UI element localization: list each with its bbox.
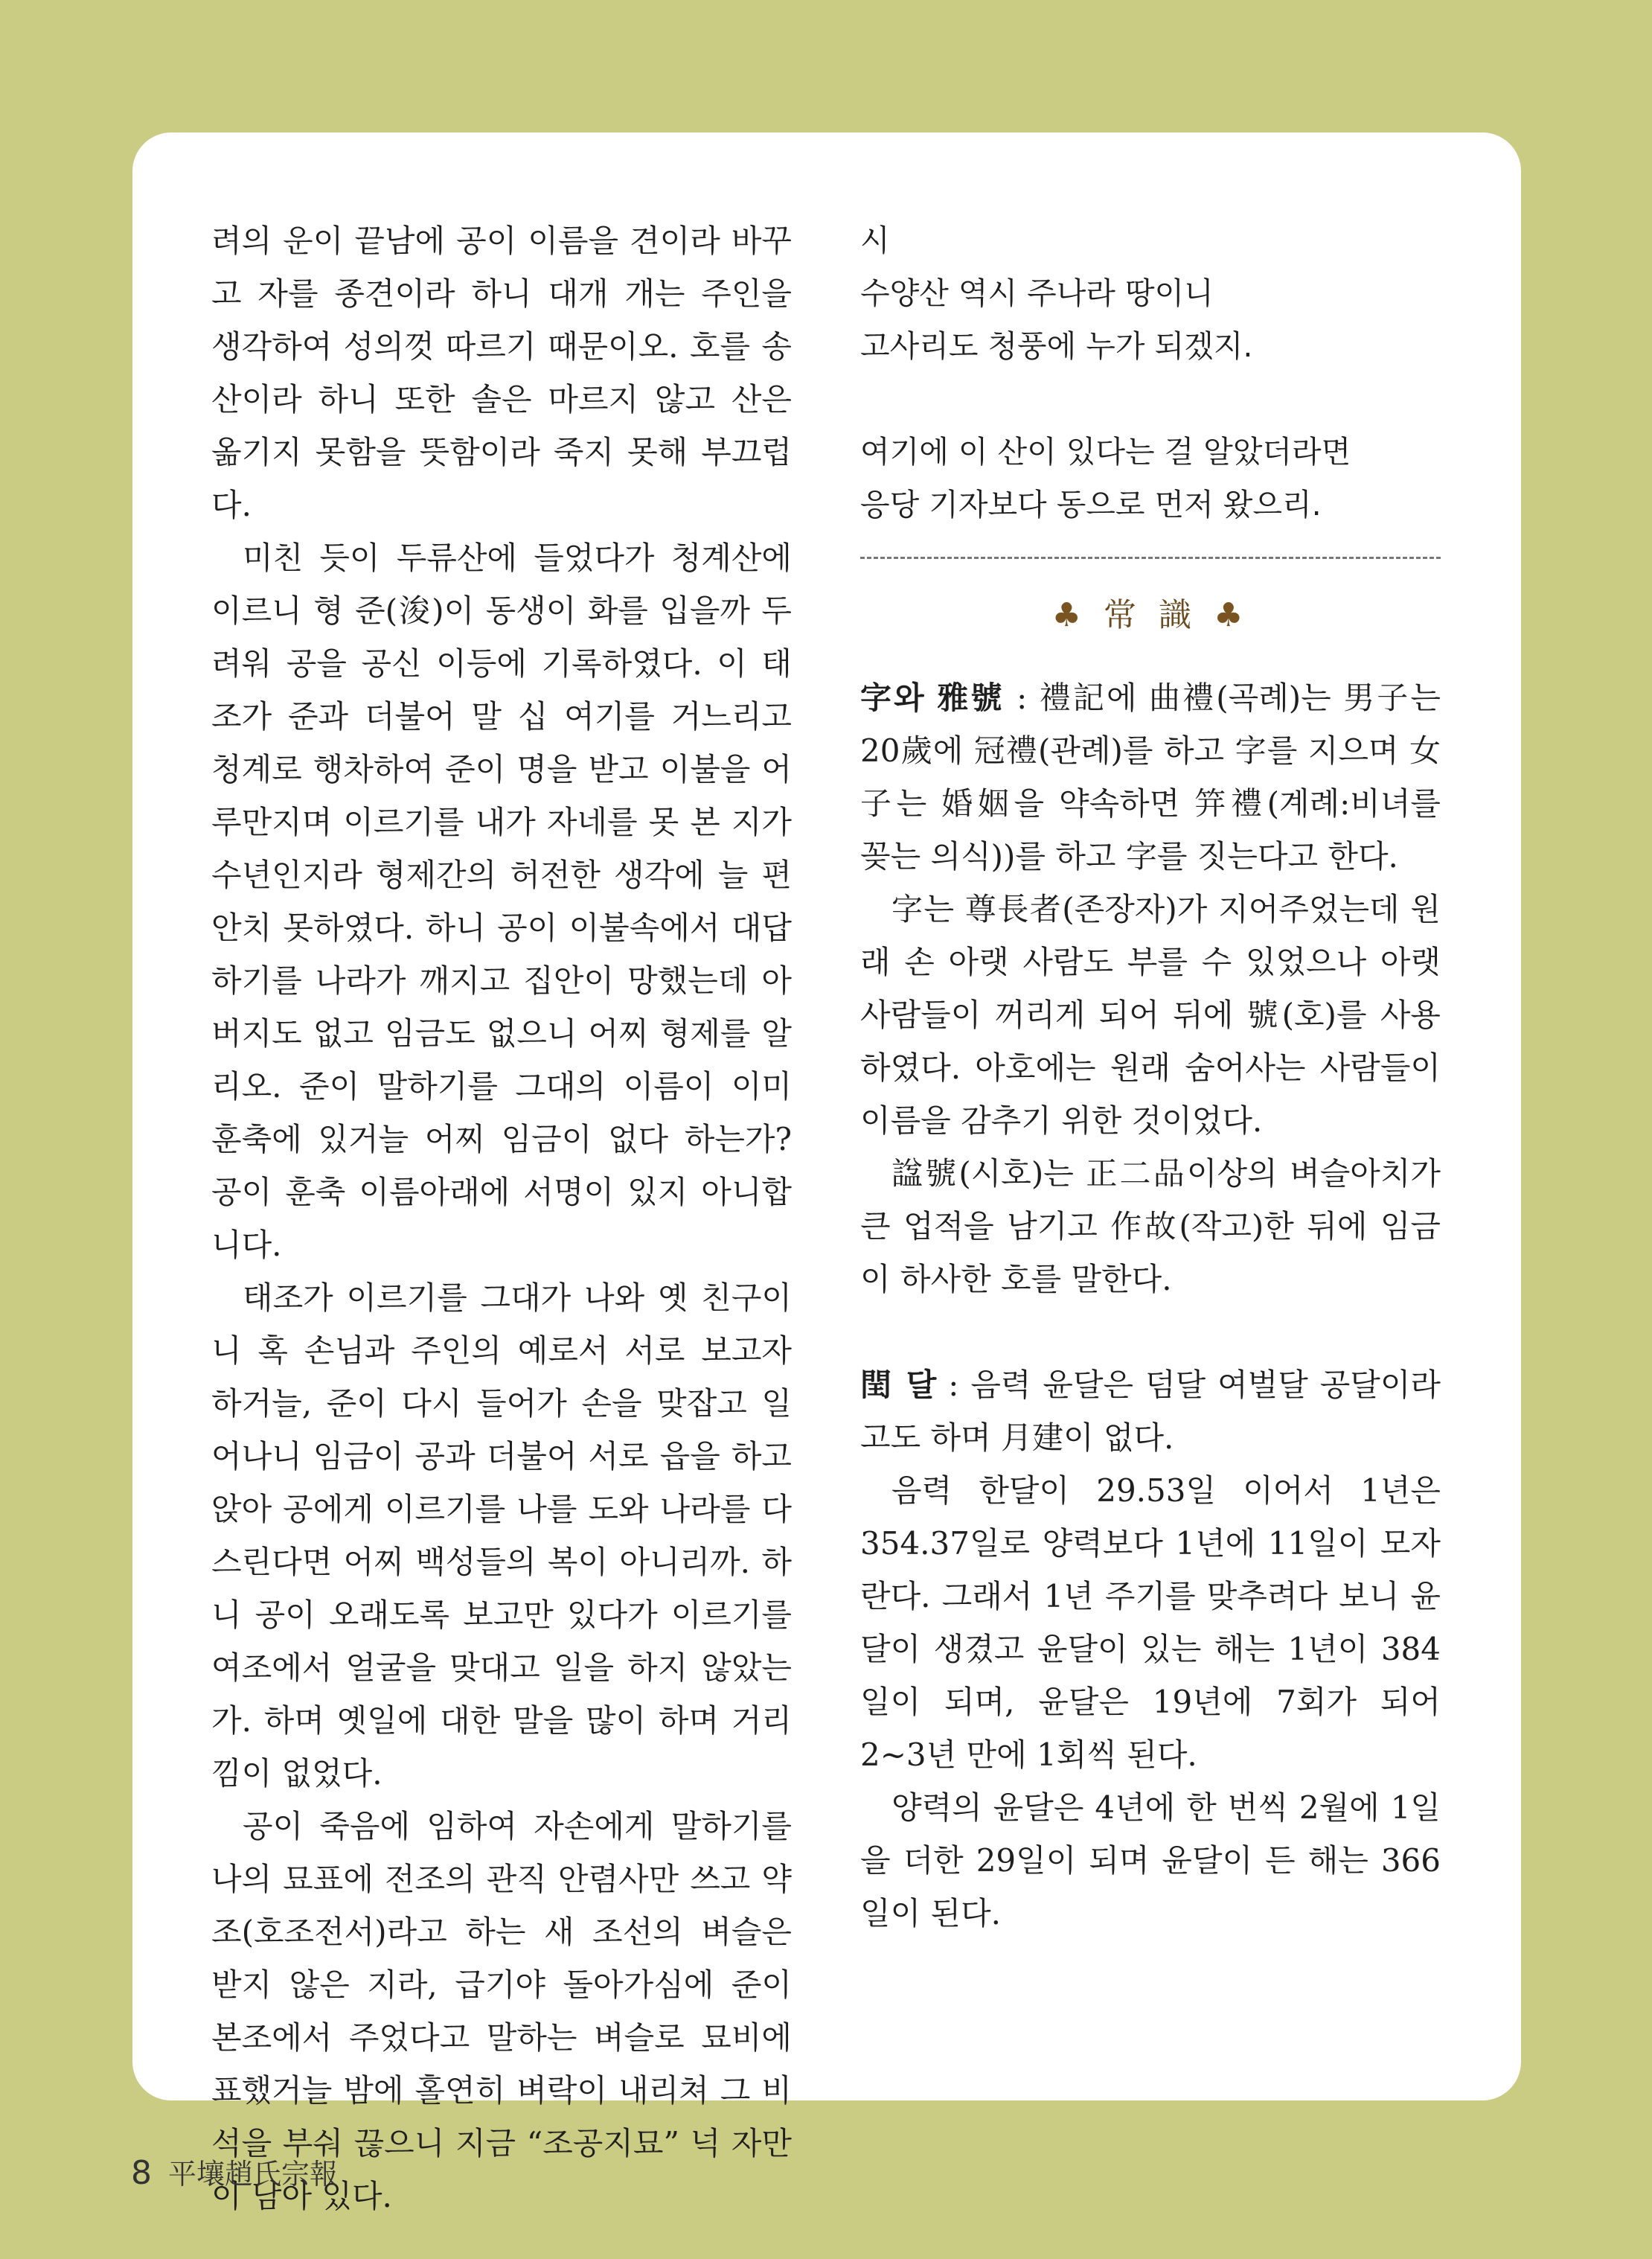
poem-line: 여기에 이 산이 있다는 걸 알았더라면: [860, 434, 1351, 470]
poem: [860, 214, 1441, 531]
page-number: 8: [131, 2154, 152, 2192]
poem-line: 응당 기자보다 동으로 먼저 왔으리.: [860, 487, 1322, 523]
term-label: 字와 雅號: [860, 680, 1005, 716]
dashed-divider: [860, 557, 1441, 559]
right-column: [860, 214, 1441, 1940]
poem-line: 수양산 역시 주나라 땅이니: [860, 275, 1214, 311]
section-title-text: 常 識: [1104, 596, 1197, 634]
paragraph-gap: [860, 1306, 1441, 1358]
left-column: [211, 214, 792, 2223]
paragraph: 태조가 이르기를 그대가 나와 옛 친구이니 혹 손님과 주인의 예로서 서로 보고자 하거늘, 준이 다시 들어가 손을 맞잡고 일어나니 임금이 공과 더불어 서로 읍을 하고 앉아 공에게 이르기를 나를 도와 나라를 다스린다면 어찌 백성들의 복이 아니리까. 하니 공이 오래도록 보고만 있다가 이르기를 여조에서 얼굴을 맞대고 일을 하지 않았는가. 하며 옛일에 대한 말을 많이 하며 거리낌이 없었다.: [211, 1279, 792, 1792]
poem-stanza-gap: [860, 373, 1441, 426]
paragraph: 諡號(시호)는 正二品이상의 벼슬아치가 큰 업적을 남기고 作故(작고)한 뒤에 임금이 하사한 호를 말한다.: [860, 1155, 1441, 1297]
publication-name: 平壤趙氏宗報: [168, 2158, 339, 2191]
club-icon: ♣: [1214, 596, 1249, 634]
paragraph: 미친 듯이 두류산에 들었다가 청계산에 이르니 형 준(浚)이 동생이 화를 입을까 두려워 공을 공신 이등에 기록하였다. 이 태조가 준과 더불어 말 십 여기를 거느리고 청계로 행차하여 준이 명을 받고 이불을 어루만지며 이르기를 내가 자네를 못 본 지가 수년인지라 형제간의 허전한 생각에 늘 편안치 못하였다. 하니 공이 이불속에서 대답하기를 나라가 깨지고 집안이 망했는데 아버지도 없고 임금도 없으니 어찌 형제를 알리오. 준이 말하기를 그대의 이름이 이미 훈축에 있거늘 어찌 임금이 없다 하는가? 공이 훈축 이름아래에 서명이 있지 아니합니다.: [211, 540, 792, 1263]
poem-line: 시: [860, 223, 890, 258]
term-definition: : 禮記에 曲禮(곡례)는 男子는 20歲에 冠禮(관례)를 하고 字를 지으며 女子는 婚姻을 약속하면 笄禮(계례:비녀를 꽂는 의식))를 하고 字를 짓는다고 한다.: [860, 680, 1441, 875]
paragraph: 려의 운이 끝남에 공이 이름을 견이라 바꾸고 자를 종견이라 하니 대개 개는 주인을 생각하여 성의껏 따르기 때문이오. 호를 송산이라 하니 또한 솔은 마르지 않고 산은 옮기지 못함을 뜻함이라 죽지 못해 부끄럽다.: [211, 223, 792, 523]
paragraph: 음력 한달이 29.53일 이어서 1년은 354.37일로 양력보다 1년에 11일이 모자란다. 그래서 1년 주기를 맞추려다 보니 윤달이 생겼고 윤달이 있는 해는 1년이 384일이 되며, 윤달은 19년에 7회가 되어 2~3년 만에 1회씩 된다.: [860, 1472, 1441, 1773]
term-label: 閏 달: [860, 1367, 937, 1403]
club-icon: ♣: [1051, 596, 1087, 634]
paragraph: 공이 죽음에 임하여 자손에게 말하기를 나의 묘표에 전조의 관직 안렴사만 쓰고 약조(호조전서)라고 하는 새 조선의 벼슬은 받지 않은 지라, 급기야 돌아가심에 준이 본조에서 주었다고 말하는 벼슬로 묘비에 표했거늘 밤에 홀연히 벼락이 내리쳐 그 비석을 부숴 끊으니 지금 “조공지묘” 넉 자만이 남아 있다.: [211, 1808, 792, 2214]
paragraph: [860, 1358, 1441, 1464]
term-definition: : 음력 윤달은 덤달 여벌달 공달이라고도 하며 月建이 없다.: [860, 1367, 1441, 1456]
paragraph: 양력의 윤달은 4년에 한 번씩 2월에 1일을 더한 29일이 되며 윤달이 든 해는 366일이 된다.: [860, 1789, 1441, 1932]
paragraph: [860, 671, 1441, 883]
paragraph: 字는 尊長者(존장자)가 지어주었는데 원래 손 아랫 사람도 부를 수 있었으나 아랫 사람들이 꺼리게 되어 뒤에 號(호)를 사용하였다. 아호에는 원래 숨어사는 사람들이 이름을 감추기 위한 것이었다.: [860, 891, 1441, 1139]
poem-line: 고사리도 청풍에 누가 되겠지.: [860, 328, 1253, 364]
page-footer: [131, 2151, 338, 2192]
section-title: [860, 589, 1441, 642]
